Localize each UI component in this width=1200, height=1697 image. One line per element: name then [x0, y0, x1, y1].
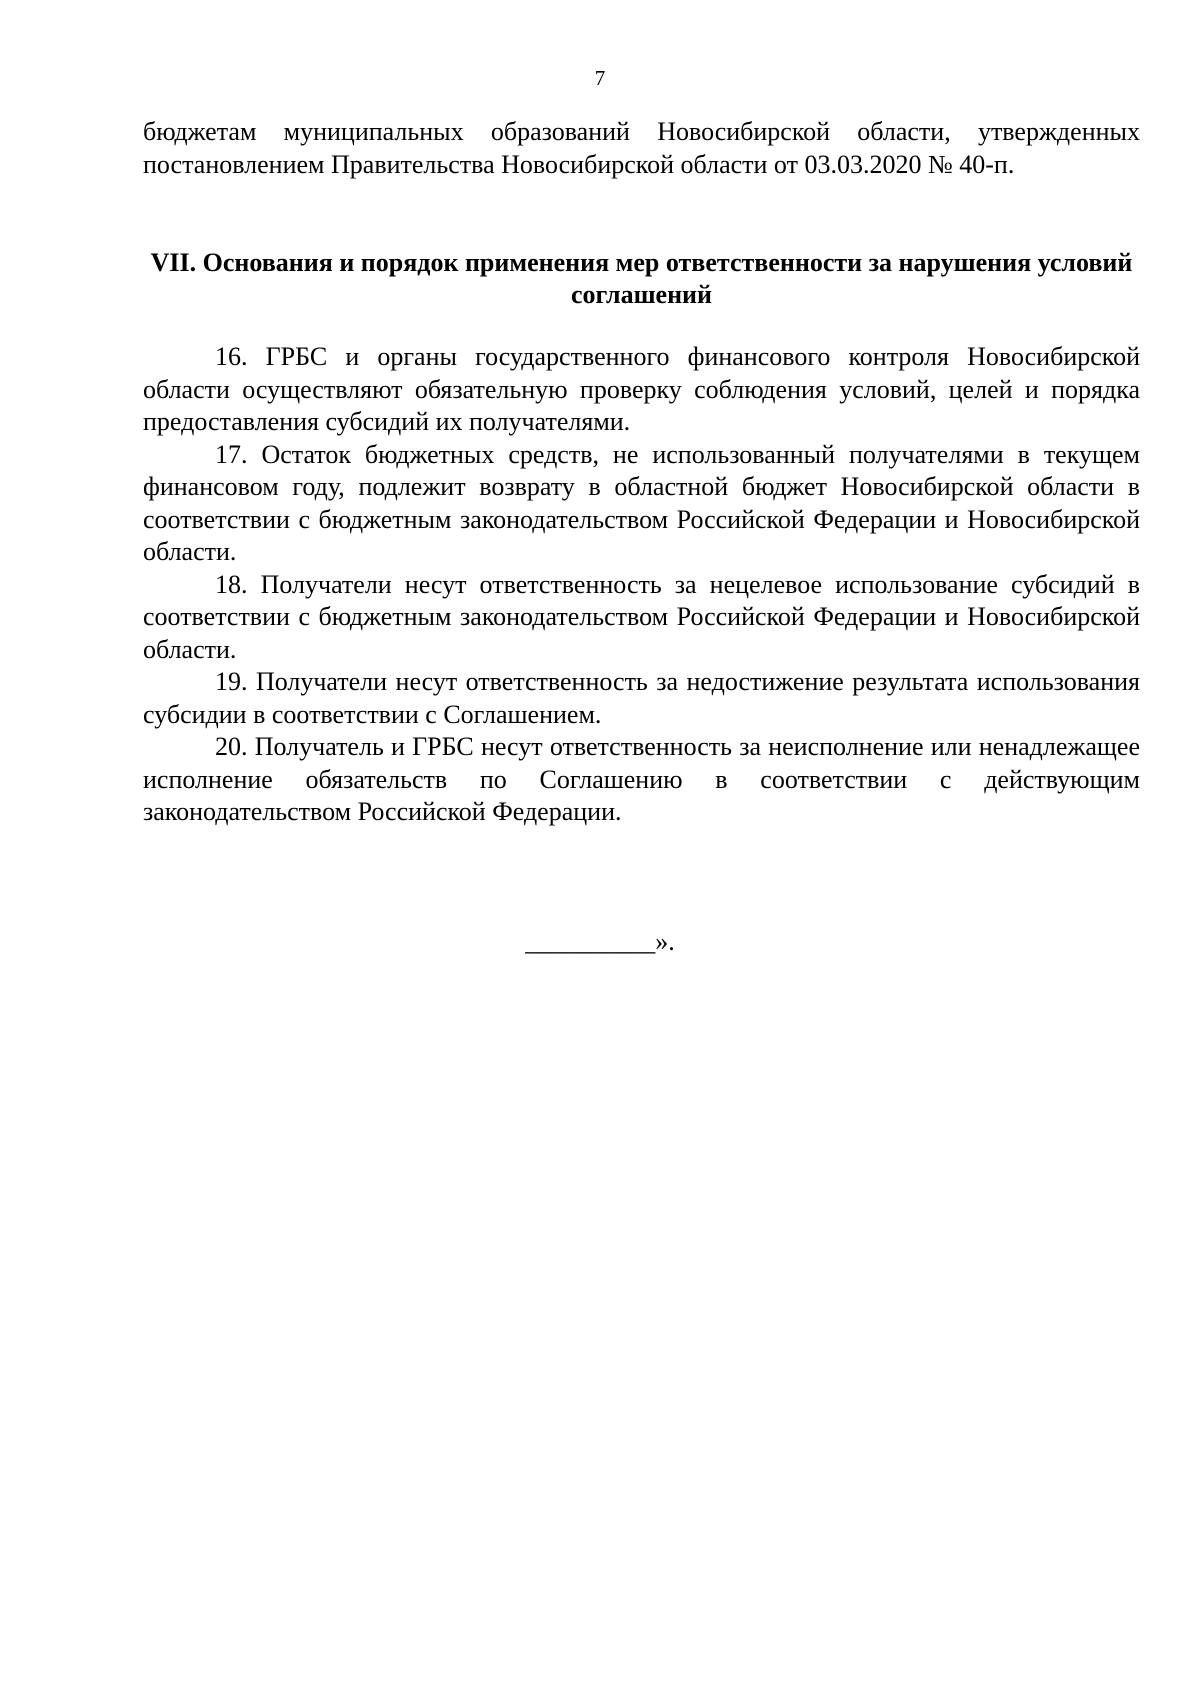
paragraph-18: 18. Получатели несут ответственность за нецелевое использование субсидий в соответствии с бюджетным законодательством Российской Федерации и Новосибирской области.	[143, 569, 1140, 664]
section-body	[143, 341, 1140, 829]
paragraph-17: 17. Остаток бюджетных средств, не использованный получателями в текущем финансовом году, подлежит возврату в областной бюджет Новосибирской области в соответствии с бюджетным законодательством Российской Федерации и Новосибирской области.	[143, 439, 1140, 566]
paragraph-20: 20. Получатель и ГРБС несут ответственность за неисполнение или ненадлежащее исполнение обязательств по Соглашению в соответствии с действующим законодательством Российской Федерации.	[143, 732, 1140, 826]
closing-mark: __________».	[525, 927, 675, 956]
continuation-paragraph: бюджетам муниципальных образований Новосибирской области, утвержденных постановлением Правительства Новосибирской области от 03.03.2020 № 40-п.	[143, 117, 1140, 179]
page-number: 7	[594, 66, 606, 90]
continuation-text-block	[143, 116, 1140, 181]
paragraph-16: 16. ГРБС и органы государственного финансового контроля Новосибирской области осуществляют обязательную проверку соблюдения условий, целей и порядка предоставления субсидий их получателями.	[143, 342, 1140, 436]
paragraph-19: 19. Получатели несут ответственность за недостижение результата использования субсидии в соответствии с Соглашением.	[143, 667, 1140, 729]
section-title: VII. Основания и порядок применения мер ответственности за нарушения условий соглашений	[150, 248, 1133, 309]
